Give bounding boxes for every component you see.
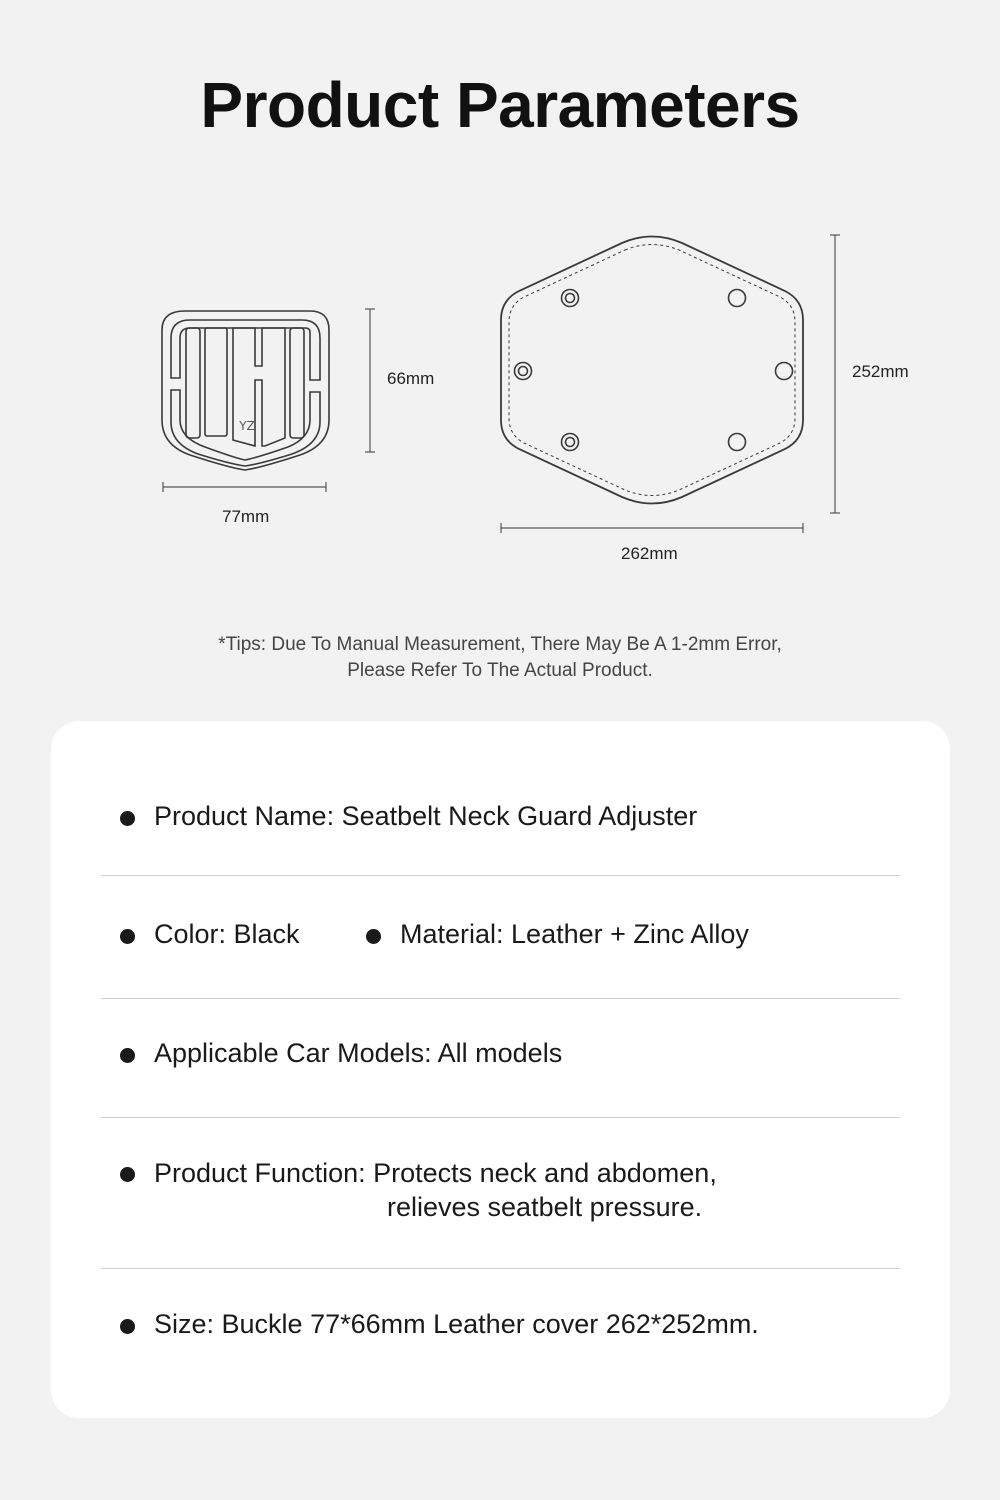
- tips-line-1: *Tips: Due To Manual Measurement, There May Be A 1-2mm Error,: [218, 634, 782, 655]
- buckle-width-label: 77mm: [222, 507, 270, 526]
- buckle-height-label: 66mm: [387, 369, 435, 388]
- buckle-height-dimension: [365, 309, 375, 452]
- buckle-illustration: [162, 311, 329, 470]
- product-name-text: Product Name: Seatbelt Neck Guard Adjuster: [154, 801, 698, 831]
- function-text-line-2: relieves seatbelt pressure.: [387, 1192, 703, 1222]
- cover-width-label: 262mm: [621, 544, 678, 563]
- spec-row-car-models: [101, 1038, 900, 1078]
- cover-height-label: 252mm: [852, 362, 909, 381]
- row-divider: [101, 875, 900, 876]
- measurement-tips: [0, 632, 1000, 684]
- bullet-icon: [366, 929, 381, 944]
- row-divider: [101, 1117, 900, 1118]
- spec-card: [51, 721, 950, 1418]
- color-text: Color: Black: [154, 919, 300, 949]
- cover-width-dimension: [501, 523, 803, 533]
- dimension-diagram: [0, 0, 1000, 600]
- bullet-icon: [120, 1319, 135, 1334]
- spec-row-product-name: [101, 801, 900, 841]
- bullet-icon: [120, 929, 135, 944]
- size-text: Size: Buckle 77*66mm Leather cover 262*252mm.: [154, 1309, 759, 1339]
- cover-height-dimension: [830, 235, 840, 513]
- leather-cover-illustration: [501, 237, 803, 504]
- car-models-text: Applicable Car Models: All models: [154, 1038, 563, 1068]
- bullet-icon: [120, 1048, 135, 1063]
- material-text: Material: Leather + Zinc Alloy: [400, 919, 749, 949]
- spec-row-size: [101, 1309, 900, 1349]
- function-text-line-1: Product Function: Protects neck and abdomen,: [154, 1158, 717, 1188]
- page-title: Product Parameters: [200, 69, 800, 141]
- buckle-width-dimension: [163, 482, 326, 492]
- bullet-icon: [120, 1167, 135, 1182]
- tips-line-2: Please Refer To The Actual Product.: [347, 660, 653, 681]
- spec-row-function: [101, 1156, 900, 1228]
- bullet-icon: [120, 811, 135, 826]
- spec-row-color-material: [101, 919, 900, 959]
- buckle-logo: YZ: [239, 419, 255, 433]
- row-divider: [101, 1268, 900, 1269]
- row-divider: [101, 998, 900, 999]
